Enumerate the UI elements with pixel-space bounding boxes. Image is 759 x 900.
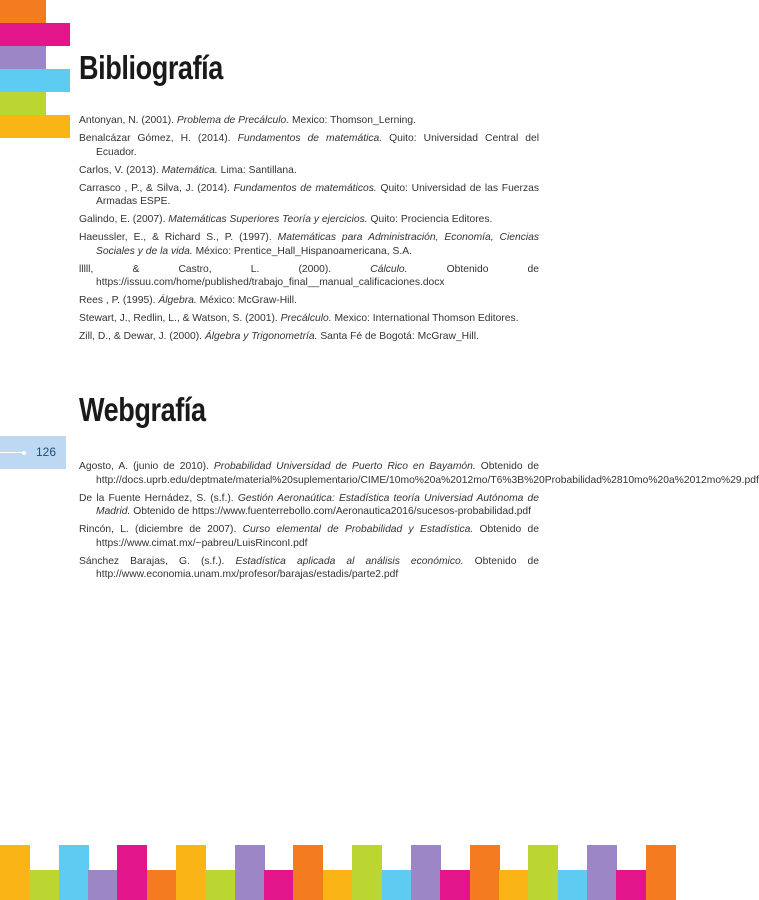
reference-publisher: Obtenido de https://www.cimat.mx/~pabreu/LuisRinconI.pdf — [96, 524, 539, 549]
reference-publisher: México: McGraw-Hill. — [196, 295, 297, 306]
reference-entry — [79, 263, 539, 290]
reference-publisher: Obtenido de https://www.fuenterrebollo.com/Aeronautica2016/sucesos-probabilidad.pdf — [130, 506, 532, 517]
bibliography-title: Bibliografía — [79, 49, 223, 86]
bottom-bar-magenta — [616, 870, 646, 900]
bottom-bar-lime — [352, 845, 382, 900]
bottom-bar-purple — [411, 845, 441, 900]
reference-author-year: Haeussler, E., & Richard S., P. (1997). — [79, 232, 278, 243]
bottom-bar-orange — [147, 870, 177, 900]
reference-author-year: Sánchez Barajas, G. (s.f.). — [79, 555, 236, 567]
reference-entry — [79, 164, 539, 178]
reference-entry — [79, 213, 539, 227]
reference-entry — [79, 294, 539, 308]
reference-author-year: Zill, D., & Dewar, J. (2000). — [79, 331, 205, 342]
reference-author-year: Agosto, A. (junio de 2010). — [79, 461, 214, 472]
webography-list — [79, 460, 759, 586]
bottom-bar-purple — [235, 845, 265, 900]
reference-title: Cálculo. — [370, 263, 408, 275]
reference-title: Gestión Aeronaútica: Estadística teoría Universiad Autónoma de Madrid. — [96, 492, 539, 517]
reference-author-year: Galindo, E. (2007). — [79, 214, 169, 225]
bottom-bar-yellow — [0, 845, 30, 900]
reference-author-year: De la Fuente Hernádez, S. (s.f.). — [79, 492, 238, 504]
tab-line — [0, 452, 24, 453]
bottom-color-bars — [0, 845, 675, 900]
reference-title: Álgebra y Trigonometría. — [204, 331, 318, 342]
reference-title: Precálculo. — [280, 313, 332, 324]
reference-title: Matemática. — [161, 164, 218, 176]
reference-author-year: lllll, & Castro, L. (2000). — [79, 263, 371, 275]
bottom-bar-magenta — [440, 870, 470, 900]
reference-title: Fundamentos de matemática. — [237, 133, 383, 144]
reference-title: Problema de Precálculo. — [176, 115, 290, 126]
bottom-bar-orange — [293, 845, 323, 900]
reference-title: Matemáticas Superiores Teoría y ejercicios. — [168, 214, 368, 225]
page-number: 126 — [36, 445, 57, 459]
reference-title: Matemáticas para Administración, Economía, Ciencias Sociales y de la vida. — [96, 232, 540, 257]
bottom-bar-orange — [646, 845, 676, 900]
bottom-bar-sky — [382, 870, 412, 900]
bottom-bar-lime — [205, 870, 235, 900]
reference-publisher: Obtenido de http://docs.uprb.edu/deptmate/material%20suplementario/CIME/10mo%20a%2012mo/T6%3B%20Probabilidad%2810mo%20a%2012mo%29.pdf — [96, 461, 759, 486]
reference-entry — [79, 460, 759, 487]
reference-entry — [79, 330, 539, 344]
stripe-sky — [0, 69, 70, 92]
reference-author-year: Stewart, J., Redlin, L., & Watson, S. (2001). — [79, 313, 281, 324]
stripe-yellow — [0, 115, 70, 138]
reference-author-year: Benalcázar Gómez, H. (2014). — [79, 133, 238, 144]
bottom-bar-magenta — [117, 845, 147, 900]
reference-entry — [79, 114, 539, 128]
bottom-bar-yellow — [323, 870, 353, 900]
reference-publisher: Obtenido de https://issuu.com/home/published/trabajo_final__manual_calificaciones.docx — [96, 263, 540, 288]
bottom-bar-yellow — [499, 870, 529, 900]
reference-publisher: México: Prentice_Hall_Hispanoamericana, S.A. — [192, 245, 412, 257]
page-number-tab — [0, 436, 66, 469]
reference-publisher: Quito: Universidad Central del Ecuador. — [96, 133, 539, 158]
reference-author-year: Rees , P. (1995). — [79, 295, 159, 306]
reference-entry — [79, 523, 539, 550]
reference-publisher: Lima: Santillana. — [217, 164, 297, 176]
reference-entry — [79, 132, 539, 159]
bottom-bar-purple — [587, 845, 617, 900]
reference-title: Estadística aplicada al análisis económico. — [235, 555, 464, 567]
reference-author-year: Antonyan, N. (2001). — [79, 115, 177, 126]
reference-publisher: Quito: Universidad de las Fuerzas Armadas ESPE. — [96, 182, 539, 207]
bottom-bar-lime — [29, 870, 59, 900]
tab-dot — [22, 451, 26, 455]
stripe-orange — [0, 0, 46, 23]
reference-entry — [79, 312, 539, 326]
reference-entry — [79, 555, 539, 582]
bottom-bar-yellow — [176, 845, 206, 900]
reference-entry — [79, 182, 539, 209]
bottom-bar-magenta — [264, 870, 294, 900]
reference-author-year: Rincón, L. (diciembre de 2007). — [79, 524, 243, 535]
bibliography-list — [79, 114, 539, 348]
reference-publisher: Mexico: Thomson_Lerning. — [289, 115, 416, 126]
reference-author-year: Carlos, V. (2013). — [79, 164, 162, 176]
reference-publisher: Quito: Prociencia Editores. — [367, 214, 493, 225]
bottom-bar-orange — [470, 845, 500, 900]
bottom-bar-purple — [88, 870, 118, 900]
webography-title: Webgrafía — [79, 391, 206, 428]
reference-title: Curso elemental de Probabilidad y Estadística. — [242, 524, 474, 535]
stripe-lime — [0, 92, 46, 115]
bottom-bar-sky — [59, 845, 89, 900]
bottom-bar-sky — [558, 870, 588, 900]
reference-entry — [79, 492, 539, 519]
reference-title: Álgebra. — [158, 295, 197, 306]
reference-title: Fundamentos de matemáticos. — [233, 182, 377, 194]
reference-publisher: Santa Fé de Bogotá: McGraw_Hill. — [317, 331, 479, 342]
bottom-bar-lime — [528, 845, 558, 900]
reference-title: Probabilidad Universidad de Puerto Rico en Bayamón. — [213, 461, 476, 472]
reference-publisher: Mexico: International Thomson Editores. — [331, 313, 519, 324]
reference-author-year: Carrasco , P., & Silva, J. (2014). — [79, 182, 234, 194]
stripe-magenta — [0, 23, 70, 46]
reference-publisher: Obtenido de http://www.economia.unam.mx/profesor/barajas/estadis/parte2.pdf — [96, 555, 540, 580]
reference-entry — [79, 231, 539, 258]
stripe-purple — [0, 46, 46, 69]
